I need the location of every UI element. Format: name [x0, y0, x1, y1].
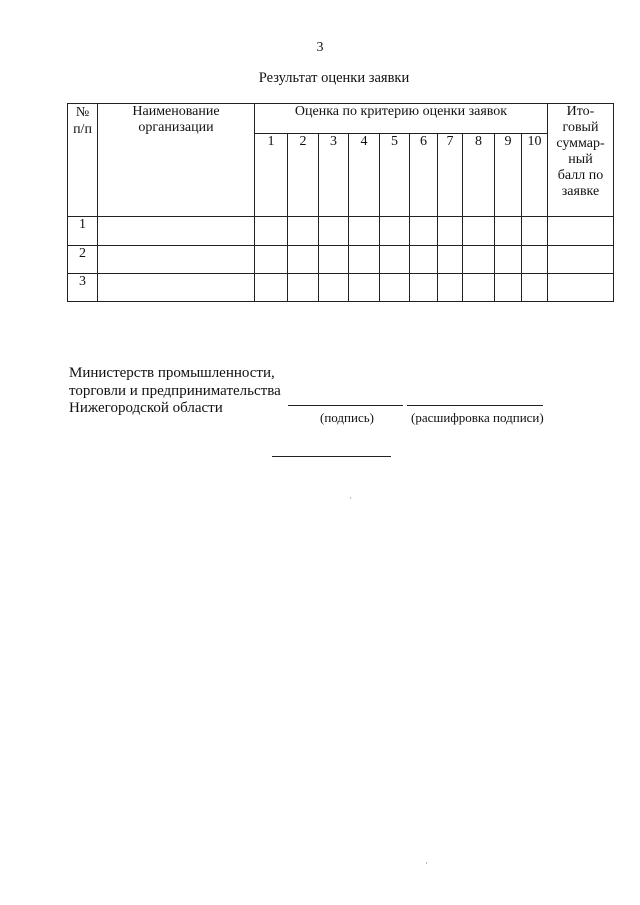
score-cell	[463, 217, 495, 246]
table-row	[68, 246, 614, 274]
score-cell	[288, 274, 319, 302]
score-cell	[319, 217, 349, 246]
score-cell	[495, 246, 522, 274]
score-cell	[349, 246, 380, 274]
criterion-8-header: 8	[463, 134, 495, 217]
name-column-header	[98, 104, 255, 217]
number-column-header	[68, 104, 98, 217]
score-cell	[255, 217, 288, 246]
page-number: 3	[316, 40, 324, 55]
score-cell	[438, 274, 463, 302]
score-cell	[380, 217, 410, 246]
number-header-line-2: п/п	[73, 122, 92, 137]
total-score-cell	[548, 246, 614, 274]
score-cell	[495, 217, 522, 246]
score-cell	[438, 217, 463, 246]
score-cell	[319, 274, 349, 302]
number-header-line-1: №	[75, 105, 90, 120]
scan-artifact: ·	[425, 858, 428, 868]
total-header-line-3: суммар-	[556, 136, 605, 151]
score-cell	[410, 274, 438, 302]
total-header-line-5: балл по	[557, 168, 604, 183]
ministry-line-3: Нижегородской области	[69, 400, 223, 416]
score-cell	[288, 246, 319, 274]
closing-rule	[272, 456, 391, 457]
score-cell	[495, 274, 522, 302]
criterion-4-header: 4	[349, 134, 380, 217]
criterion-1-header: 1	[255, 134, 288, 217]
criterion-10-header: 10	[522, 134, 548, 217]
criterion-7-header: 7	[438, 134, 463, 217]
total-header-line-1: Ито-	[566, 104, 595, 119]
score-cell	[288, 217, 319, 246]
scan-artifact: ·	[349, 493, 352, 503]
score-cell	[522, 217, 548, 246]
evaluation-table	[67, 103, 614, 302]
decoding-caption: (расшифровка подписи)	[411, 410, 544, 425]
score-cell	[522, 246, 548, 274]
score-cell	[380, 274, 410, 302]
signature-line	[288, 405, 403, 406]
total-score-cell	[548, 217, 614, 246]
score-cell	[255, 274, 288, 302]
total-header-line-6: заявке	[561, 184, 600, 199]
criterion-3-header: 3	[319, 134, 349, 217]
total-score-cell	[548, 274, 614, 302]
score-cell	[522, 274, 548, 302]
organization-name-cell	[98, 217, 255, 246]
row-number: 2	[68, 246, 98, 274]
score-cell	[410, 246, 438, 274]
criteria-group-header: Оценка по критерию оценки заявок	[255, 104, 548, 134]
ministry-line-1: Министерств промышленности,	[69, 365, 275, 381]
score-cell	[410, 217, 438, 246]
organization-name-cell	[98, 274, 255, 302]
ministry-name	[69, 365, 281, 418]
row-number: 1	[68, 217, 98, 246]
name-header-line-2: организации	[138, 120, 214, 135]
organization-name-cell	[98, 246, 255, 274]
name-header-line-1: Наименование	[132, 104, 220, 119]
signature-caption: (подпись)	[320, 410, 374, 425]
criterion-5-header: 5	[380, 134, 410, 217]
score-cell	[463, 274, 495, 302]
score-cell	[438, 246, 463, 274]
document-title: Результат оценки заявки	[258, 70, 410, 86]
criterion-9-header: 9	[495, 134, 522, 217]
ministry-line-2: торговли и предпринимательства	[69, 382, 281, 399]
total-header-line-4: ный	[568, 152, 593, 167]
total-header-line-2: говый	[562, 120, 599, 135]
decoding-line	[407, 405, 543, 406]
score-cell	[349, 274, 380, 302]
table-row	[68, 274, 614, 302]
score-cell	[255, 246, 288, 274]
criterion-2-header: 2	[288, 134, 319, 217]
score-cell	[380, 246, 410, 274]
score-cell	[349, 217, 380, 246]
total-column-header	[548, 104, 614, 217]
score-cell	[463, 246, 495, 274]
row-number: 3	[68, 274, 98, 302]
table-row	[68, 217, 614, 246]
criterion-6-header: 6	[410, 134, 438, 217]
score-cell	[319, 246, 349, 274]
